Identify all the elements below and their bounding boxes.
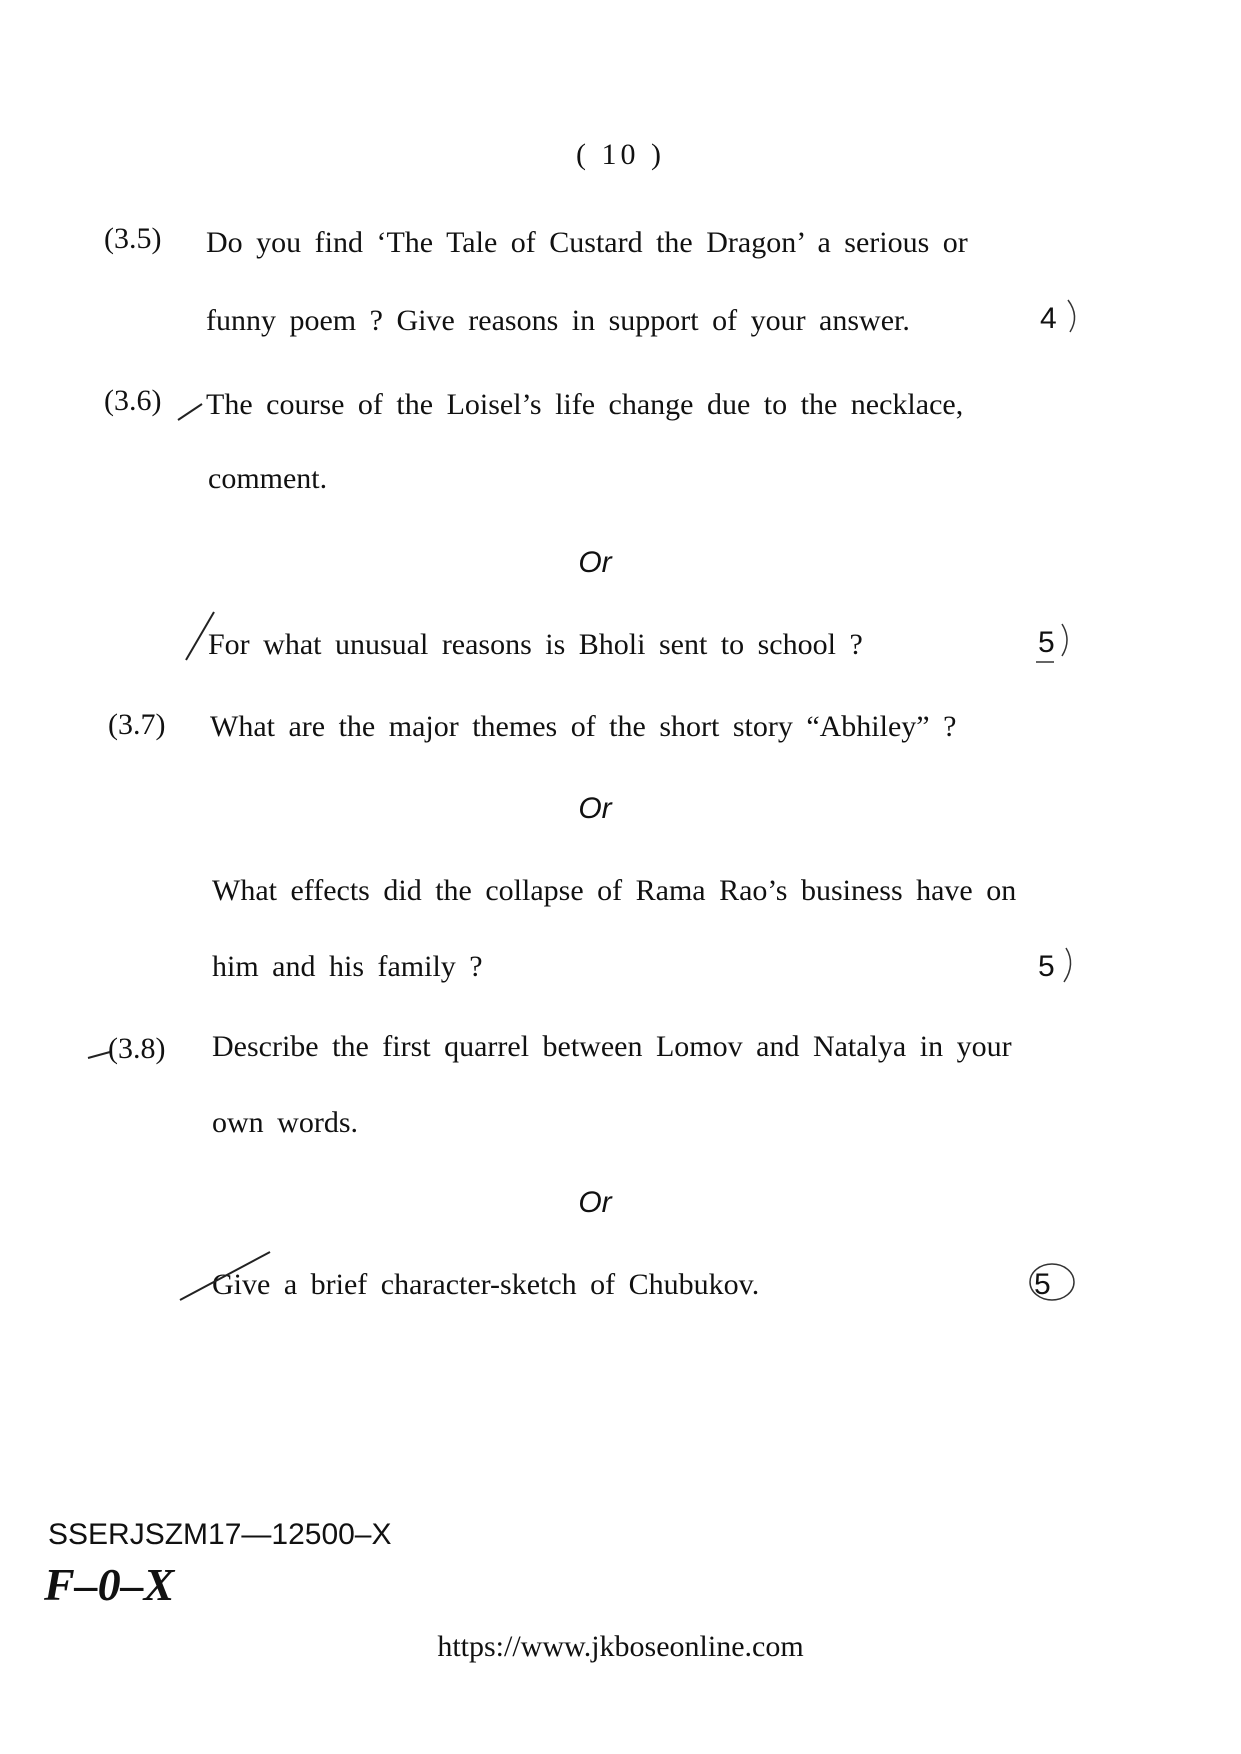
pen-mark-icon: [178, 404, 202, 420]
question-number: (3.7): [108, 708, 166, 741]
alternative-question-line: For what unusual reasons is Bholi sent to school ?: [208, 628, 863, 661]
question-number: (3.6): [104, 384, 162, 417]
bracket-mark-icon: [1068, 300, 1075, 332]
page-number: ( 10 ): [576, 138, 665, 171]
question-text-line: The course of the Loisel’s life change due to the necklace,: [206, 388, 964, 421]
source-url: https://www.jkboseonline.com: [437, 1630, 804, 1663]
alternative-question-line: him and his family ?: [212, 950, 483, 983]
or-separator: Or: [578, 546, 612, 579]
question-number: (3.8): [108, 1032, 166, 1065]
or-separator: Or: [578, 792, 612, 825]
alternative-question-line: Give a brief character-sketch of Chubukov.: [212, 1268, 760, 1301]
question-text-line: What are the major themes of the short story “Abhiley” ?: [210, 710, 957, 743]
or-separator: Or: [578, 1186, 612, 1219]
question-text: Do you find ‘The Tale of Custard the Dragon’ a serious or: [206, 226, 968, 259]
alternative-question-line: What effects did the collapse of Rama Rao’s business have on: [212, 874, 1017, 907]
marks-label: 5: [1038, 626, 1055, 659]
question-text-line: [206, 226, 1006, 260]
marks-label: 5: [1038, 950, 1055, 983]
marks-label: 4: [1040, 302, 1057, 335]
question-text-line: Describe the first quarrel between Lomov and Natalya in your: [212, 1030, 1012, 1063]
question-text-line: own words.: [212, 1106, 358, 1139]
paper-code: SSERJSZM17—12500–X: [48, 1518, 392, 1551]
pen-mark-icon: [88, 1052, 110, 1058]
question-number: (3.5): [104, 222, 162, 255]
bracket-mark-icon: [1062, 624, 1067, 656]
marks-label: 5: [1034, 1268, 1051, 1301]
question-text-line: comment.: [208, 462, 328, 495]
bracket-mark-icon: [1064, 948, 1071, 982]
question-text-line: funny poem ? Give reasons in support of your answer.: [206, 304, 910, 337]
set-code: F–0–X: [44, 1559, 175, 1610]
